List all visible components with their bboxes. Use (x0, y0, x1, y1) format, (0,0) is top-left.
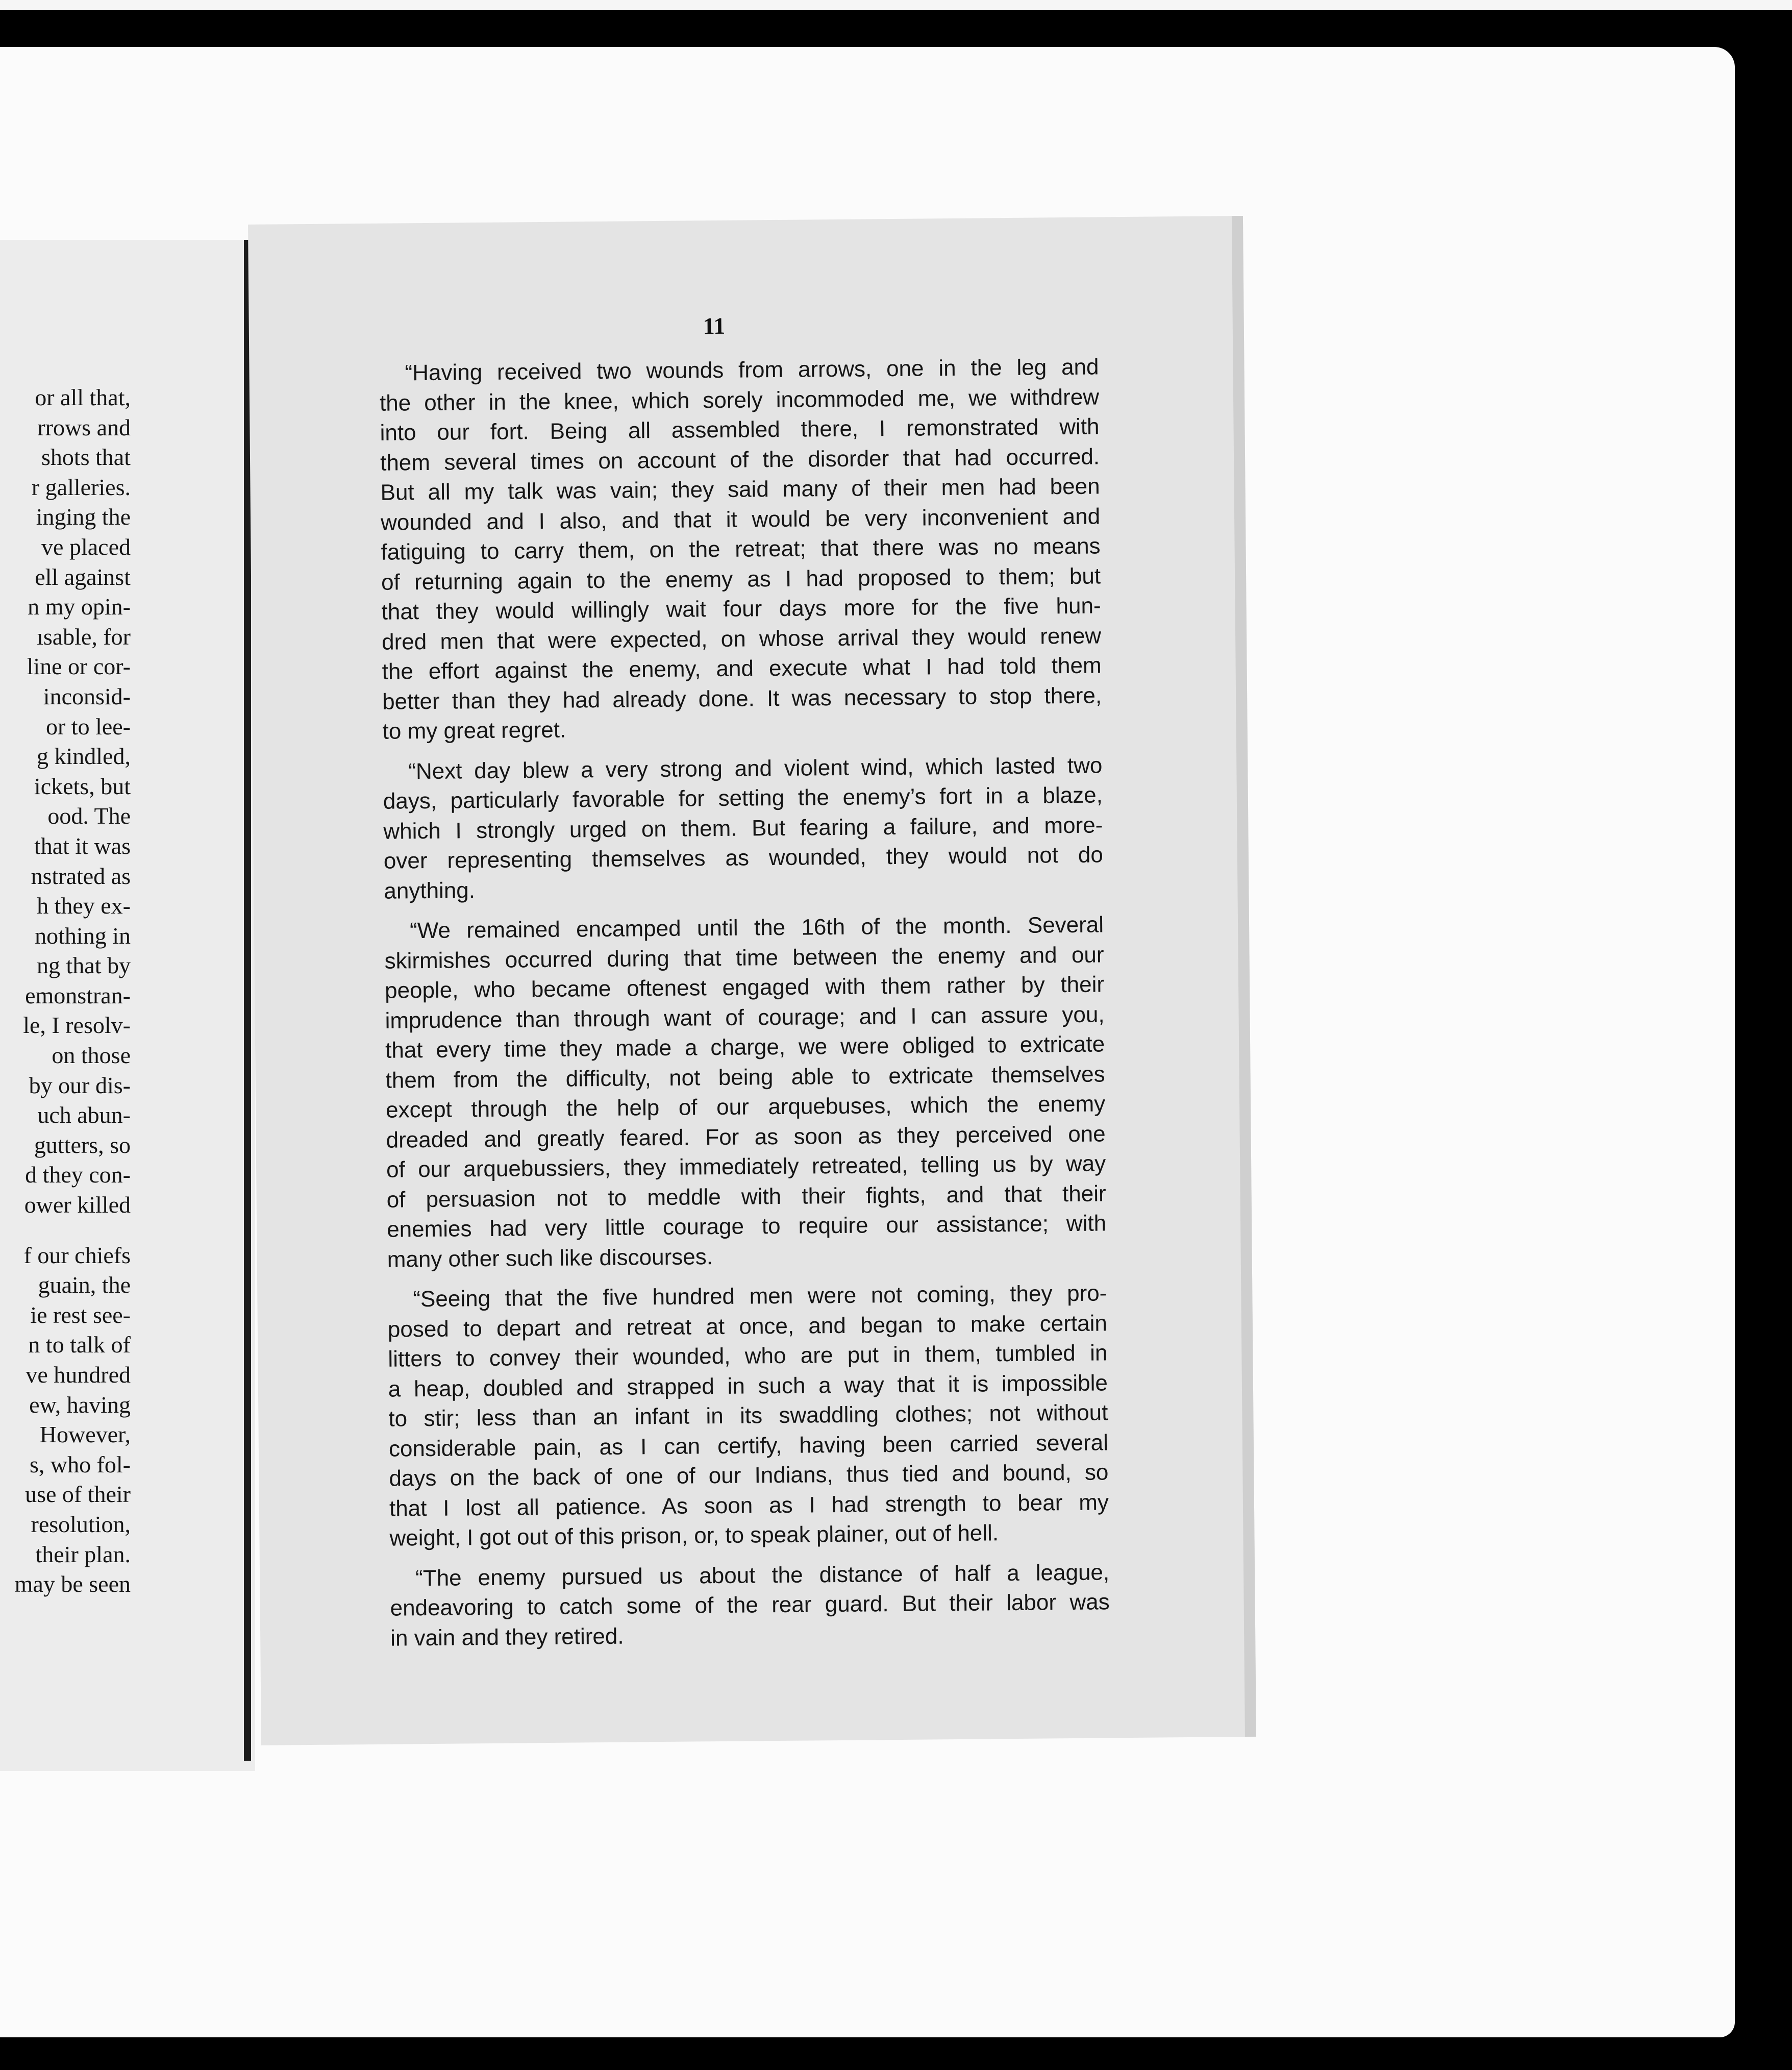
left-page-line: nstrated as (31, 862, 131, 889)
left-page-line: ısable, for (37, 623, 131, 650)
text-line: fatiguing to carry them, on the retreat; that there was no means (381, 533, 1101, 565)
text-line: that every time they made a charge, we were obliged to extricate (385, 1031, 1105, 1063)
text-line: But all my talk was vain; they said many of their men had been (380, 474, 1100, 505)
paragraph (383, 751, 1103, 906)
text-line: enemies had very little courage to require our assistance; with (386, 1211, 1107, 1242)
left-page-line: shots that (41, 444, 131, 471)
left-page-line: ew, having (29, 1391, 131, 1418)
text-line: to stir; less than an infant in its swaddling clothes; not without (388, 1400, 1108, 1432)
text-line: days on the back of one of our Indians, thus tied and bound, so (389, 1460, 1109, 1491)
text-line: of returning again to the enemy as I had proposed to them; but (381, 563, 1101, 595)
text-line: wounded and I also, and that it would be very inconvenient and (380, 503, 1101, 535)
text-line: of our arquebussiers, they immediately retreated, telling us by way (386, 1151, 1106, 1182)
paragraph (379, 352, 1102, 747)
text-line: that I lost all patience. As soon as I had strength to bear my (389, 1489, 1109, 1521)
left-page-line: ood. The (47, 803, 131, 829)
right-page (248, 216, 1256, 1745)
left-page-line: However, (39, 1421, 131, 1448)
left-page-line: f our chiefs (23, 1242, 131, 1268)
text-line: them several times on account of the disorder that had occurred. (380, 443, 1100, 476)
text-line: better than they had already done. It was necessary to stop there, (382, 682, 1102, 714)
text-line: into our fort. Being all assembled there, I remonstrated with (380, 414, 1100, 446)
left-page-line: s, who fol- (29, 1451, 131, 1477)
text-line: considerable pain, as I can certify, having been carried several (388, 1430, 1109, 1462)
left-page-line: ower killed (24, 1192, 131, 1218)
text-line: in vain and they retired. (390, 1623, 624, 1651)
page-number: 11 (703, 312, 726, 339)
left-page-line: line or cor- (27, 653, 131, 680)
left-page-line: ng that by (37, 952, 131, 979)
text-line: which I strongly urged on them. But fearing a failure, and more- (383, 812, 1103, 844)
text-line: “Having received two wounds from arrows, one in the leg and (405, 354, 1099, 386)
text-line: the effort against the enemy, and execute what I had told them (382, 653, 1102, 684)
left-page-line: g kindled, (37, 743, 131, 770)
text-line: “Seeing that the five hundred men were not coming, they pro- (413, 1280, 1107, 1312)
left-page-line: on those (52, 1042, 131, 1069)
text-line: of persuasion not to meddle with their fights, and that their (386, 1180, 1106, 1213)
text-line: many other such like discourses. (387, 1244, 713, 1272)
left-page-line: rrows and (37, 414, 131, 440)
left-page-line: may be seen (14, 1571, 131, 1597)
left-page-line: le, I resolv- (23, 1012, 131, 1039)
left-page (0, 240, 255, 1771)
text-line: a heap, doubled and strapped in such a way that it is impossible (388, 1370, 1108, 1402)
left-page-line: inging the (36, 504, 131, 530)
left-page-line: or all that, (35, 384, 131, 410)
left-page-line: ickets, but (34, 773, 131, 799)
left-page-line: use of their (25, 1481, 131, 1508)
text-line: weight, I got out of this prison, or, to speak plainer, out of hell. (389, 1520, 999, 1551)
text-line: that they would willingly wait four days more for the five hun- (381, 593, 1101, 625)
left-page-line: by our dis- (29, 1072, 131, 1098)
left-page-line: that it was (34, 832, 131, 859)
text-line: dreaded and greatly feared. For as soon as they perceived one (386, 1121, 1106, 1153)
text-line: days, particularly favorable for setting the enemy’s fort in a blaze, (383, 782, 1103, 814)
left-page-line: gutters, so (34, 1131, 131, 1158)
text-line: litters to convey their wounded, who are put in them, tumbled in (388, 1340, 1108, 1372)
body-text (379, 352, 1110, 1663)
left-page-line: guain, the (38, 1272, 131, 1298)
left-page-line: ve hundred (26, 1362, 131, 1388)
left-page-line: inconsid- (43, 683, 131, 709)
text-line: endeavoring to catch some of the rear guard. But their labor was (390, 1589, 1110, 1621)
text-line: imprudence than through want of courage; and I can assure you, (385, 1001, 1105, 1033)
scan-top-edge (0, 0, 1792, 10)
text-line: anything. (384, 877, 476, 904)
text-line: dred men that were expected, on whose arrival they would renew (381, 623, 1102, 655)
text-line: “The enemy pursued us about the distance of half a league, (415, 1559, 1110, 1591)
left-page-line: their plan. (35, 1541, 131, 1567)
paragraph (387, 1278, 1109, 1554)
text-line: over representing themselves as wounded, they would not do (383, 842, 1104, 874)
left-page-line: emonstran- (25, 982, 131, 1008)
left-page-line: h they ex- (37, 893, 131, 919)
left-page-line: or to lee- (45, 713, 131, 740)
left-page-line (0, 1220, 131, 1241)
left-page-line: d they con- (25, 1162, 131, 1188)
left-page-line: uch abun- (37, 1102, 131, 1128)
text-line: them from the difficulty, not being able to extricate themselves (385, 1061, 1105, 1093)
left-page-line: ve placed (41, 533, 131, 560)
left-page-line: resolution, (31, 1511, 131, 1537)
paragraph (390, 1558, 1110, 1654)
text-line: “Next day blew a very strong and violent wind, which lasted two (408, 752, 1103, 784)
left-page-line: n to talk of (28, 1332, 131, 1358)
text-line: except through the help of our arquebuses, which the enemy (385, 1091, 1106, 1123)
left-page-line: ell against (35, 563, 131, 590)
text-line: people, who became oftenest engaged with them rather by their (384, 972, 1105, 1003)
text-line: posed to depart and retreat at once, and began to make certain (387, 1310, 1108, 1342)
left-page-text (0, 383, 131, 1599)
paragraph (384, 910, 1107, 1274)
text-line: “We remained encamped until the 16th of the month. Several (409, 912, 1104, 944)
left-page-line: n my opin- (28, 594, 131, 620)
text-line: skirmishes occurred during that time between the enemy and our (384, 942, 1104, 974)
left-page-line: r galleries. (31, 474, 131, 500)
left-page-line: ie rest see- (30, 1301, 131, 1328)
text-line: to my great regret. (382, 717, 566, 744)
text-line: the other in the knee, which sorely incommoded me, we withdrew (379, 384, 1100, 416)
left-page-line: nothing in (35, 922, 131, 949)
